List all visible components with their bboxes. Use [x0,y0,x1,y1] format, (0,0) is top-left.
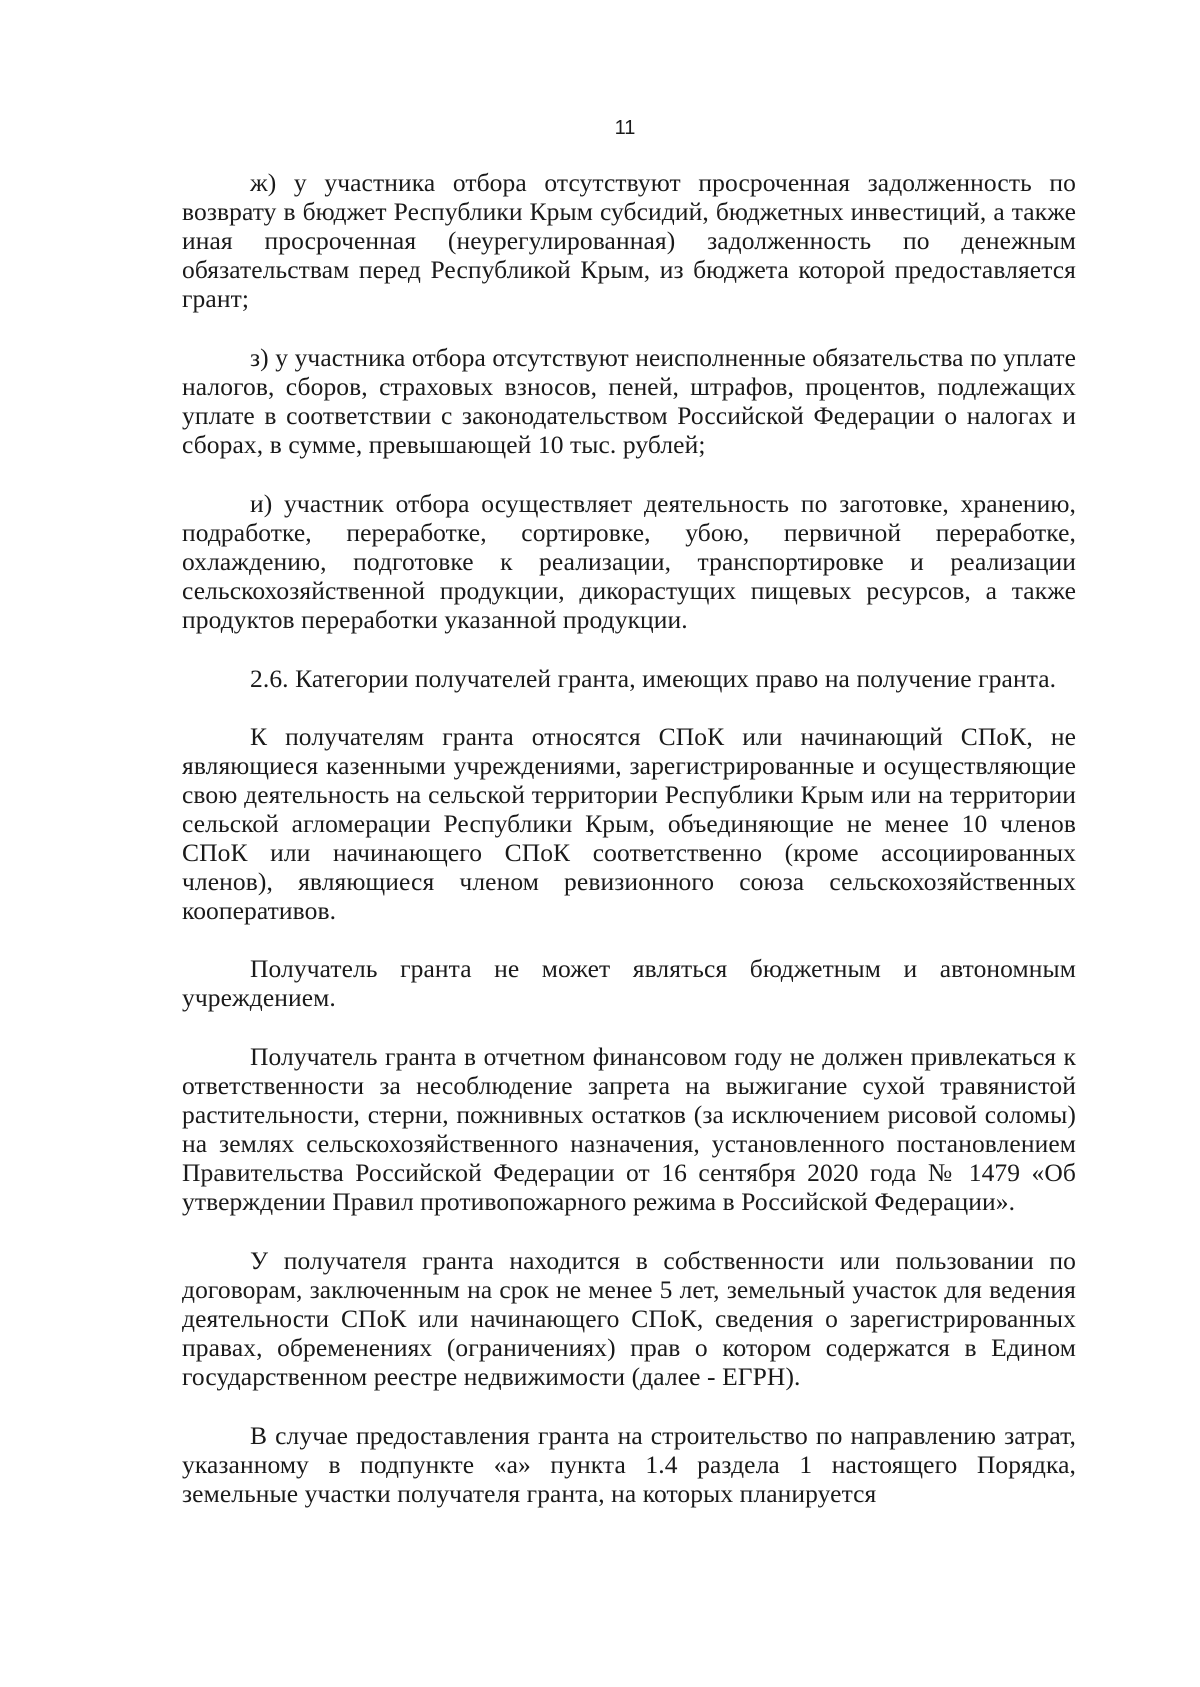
paragraph-fire-safety: Получатель гранта в отчетном финансовом году не должен привлекаться к ответственности за несоблюдение запрета на выжигание сухой травянистой растительности, стерни, пожнивных остатков (за исключением рисовой соломы) на землях сельскохозяйственного назначения, установленного постановлением Правительства Российской Федерации от 16 сентября 2020 года № 1479 «Об утверждении Правил противопожарного режима в Российской Федерации». [182,1042,1076,1216]
paragraph-zh: ж) у участника отбора отсутствуют просроченная задолженность по возврату в бюджет Республики Крым субсидий, бюджетных инвестиций, а также иная просроченная (неурегулированная) задолженность по денежным обязательствам перед Республикой Крым, из бюджета которой предоставляется грант; [182,168,1076,313]
paragraph-section-2-6: 2.6. Категории получателей гранта, имеющих право на получение гранта. [250,664,1057,693]
paragraph-i: и) участник отбора осуществляет деятельность по заготовке, хранению, подработке, переработке, сортировке, убою, первичной переработке, охлаждению, подготовке к реализации, транспортировке и реализации сельскохозяйственной продукции, дикорастущих пищевых ресурсов, а также продуктов переработки указанной продукции. [182,489,1076,634]
paragraph-land-plot: У получателя гранта находится в собственности или пользовании по договорам, заключенным на срок не менее 5 лет, земельный участок для ведения деятельности СПоК или начинающего СПоК, сведения о зарегистрированных правах, обременениях (ограничениях) прав о котором содержатся в Едином государственном реестре недвижимости (далее - ЕГРН). [182,1246,1076,1391]
paragraph-grant-recipients: К получателям гранта относятся СПоК или начинающий СПоК, не являющиеся казенными учреждениями, зарегистрированные и осуществляющие свою деятельность на сельской территории Республики Крым или на территории сельской агломерации Республики Крым, объединяющие не менее 10 членов СПоК или начинающего СПоК соответственно (кроме ассоциированных членов), являющиеся членом ревизионного союза сельскохозяйственных кооперативов. [182,722,1076,925]
paragraph-z: з) у участника отбора отсутствуют неисполненные обязательства по уплате налогов, сборов, страховых взносов, пеней, штрафов, процентов, подлежащих уплате в соответствии с законодательством Российской Федерации о налогах и сборах, в сумме, превышающей 10 тыс. рублей; [182,343,1076,459]
document-body [182,168,1076,1508]
paragraph-construction: В случае предоставления гранта на строительство по направлению затрат, указанному в подпункте «а» пункта 1.4 раздела 1 настоящего Порядка, земельные участки получателя гранта, на которых планируется [182,1421,1076,1508]
page-number: 11 [614,117,636,139]
paragraph-not-budget-institution: Получатель гранта не может являться бюджетным и автономным учреждением. [182,954,1076,1012]
